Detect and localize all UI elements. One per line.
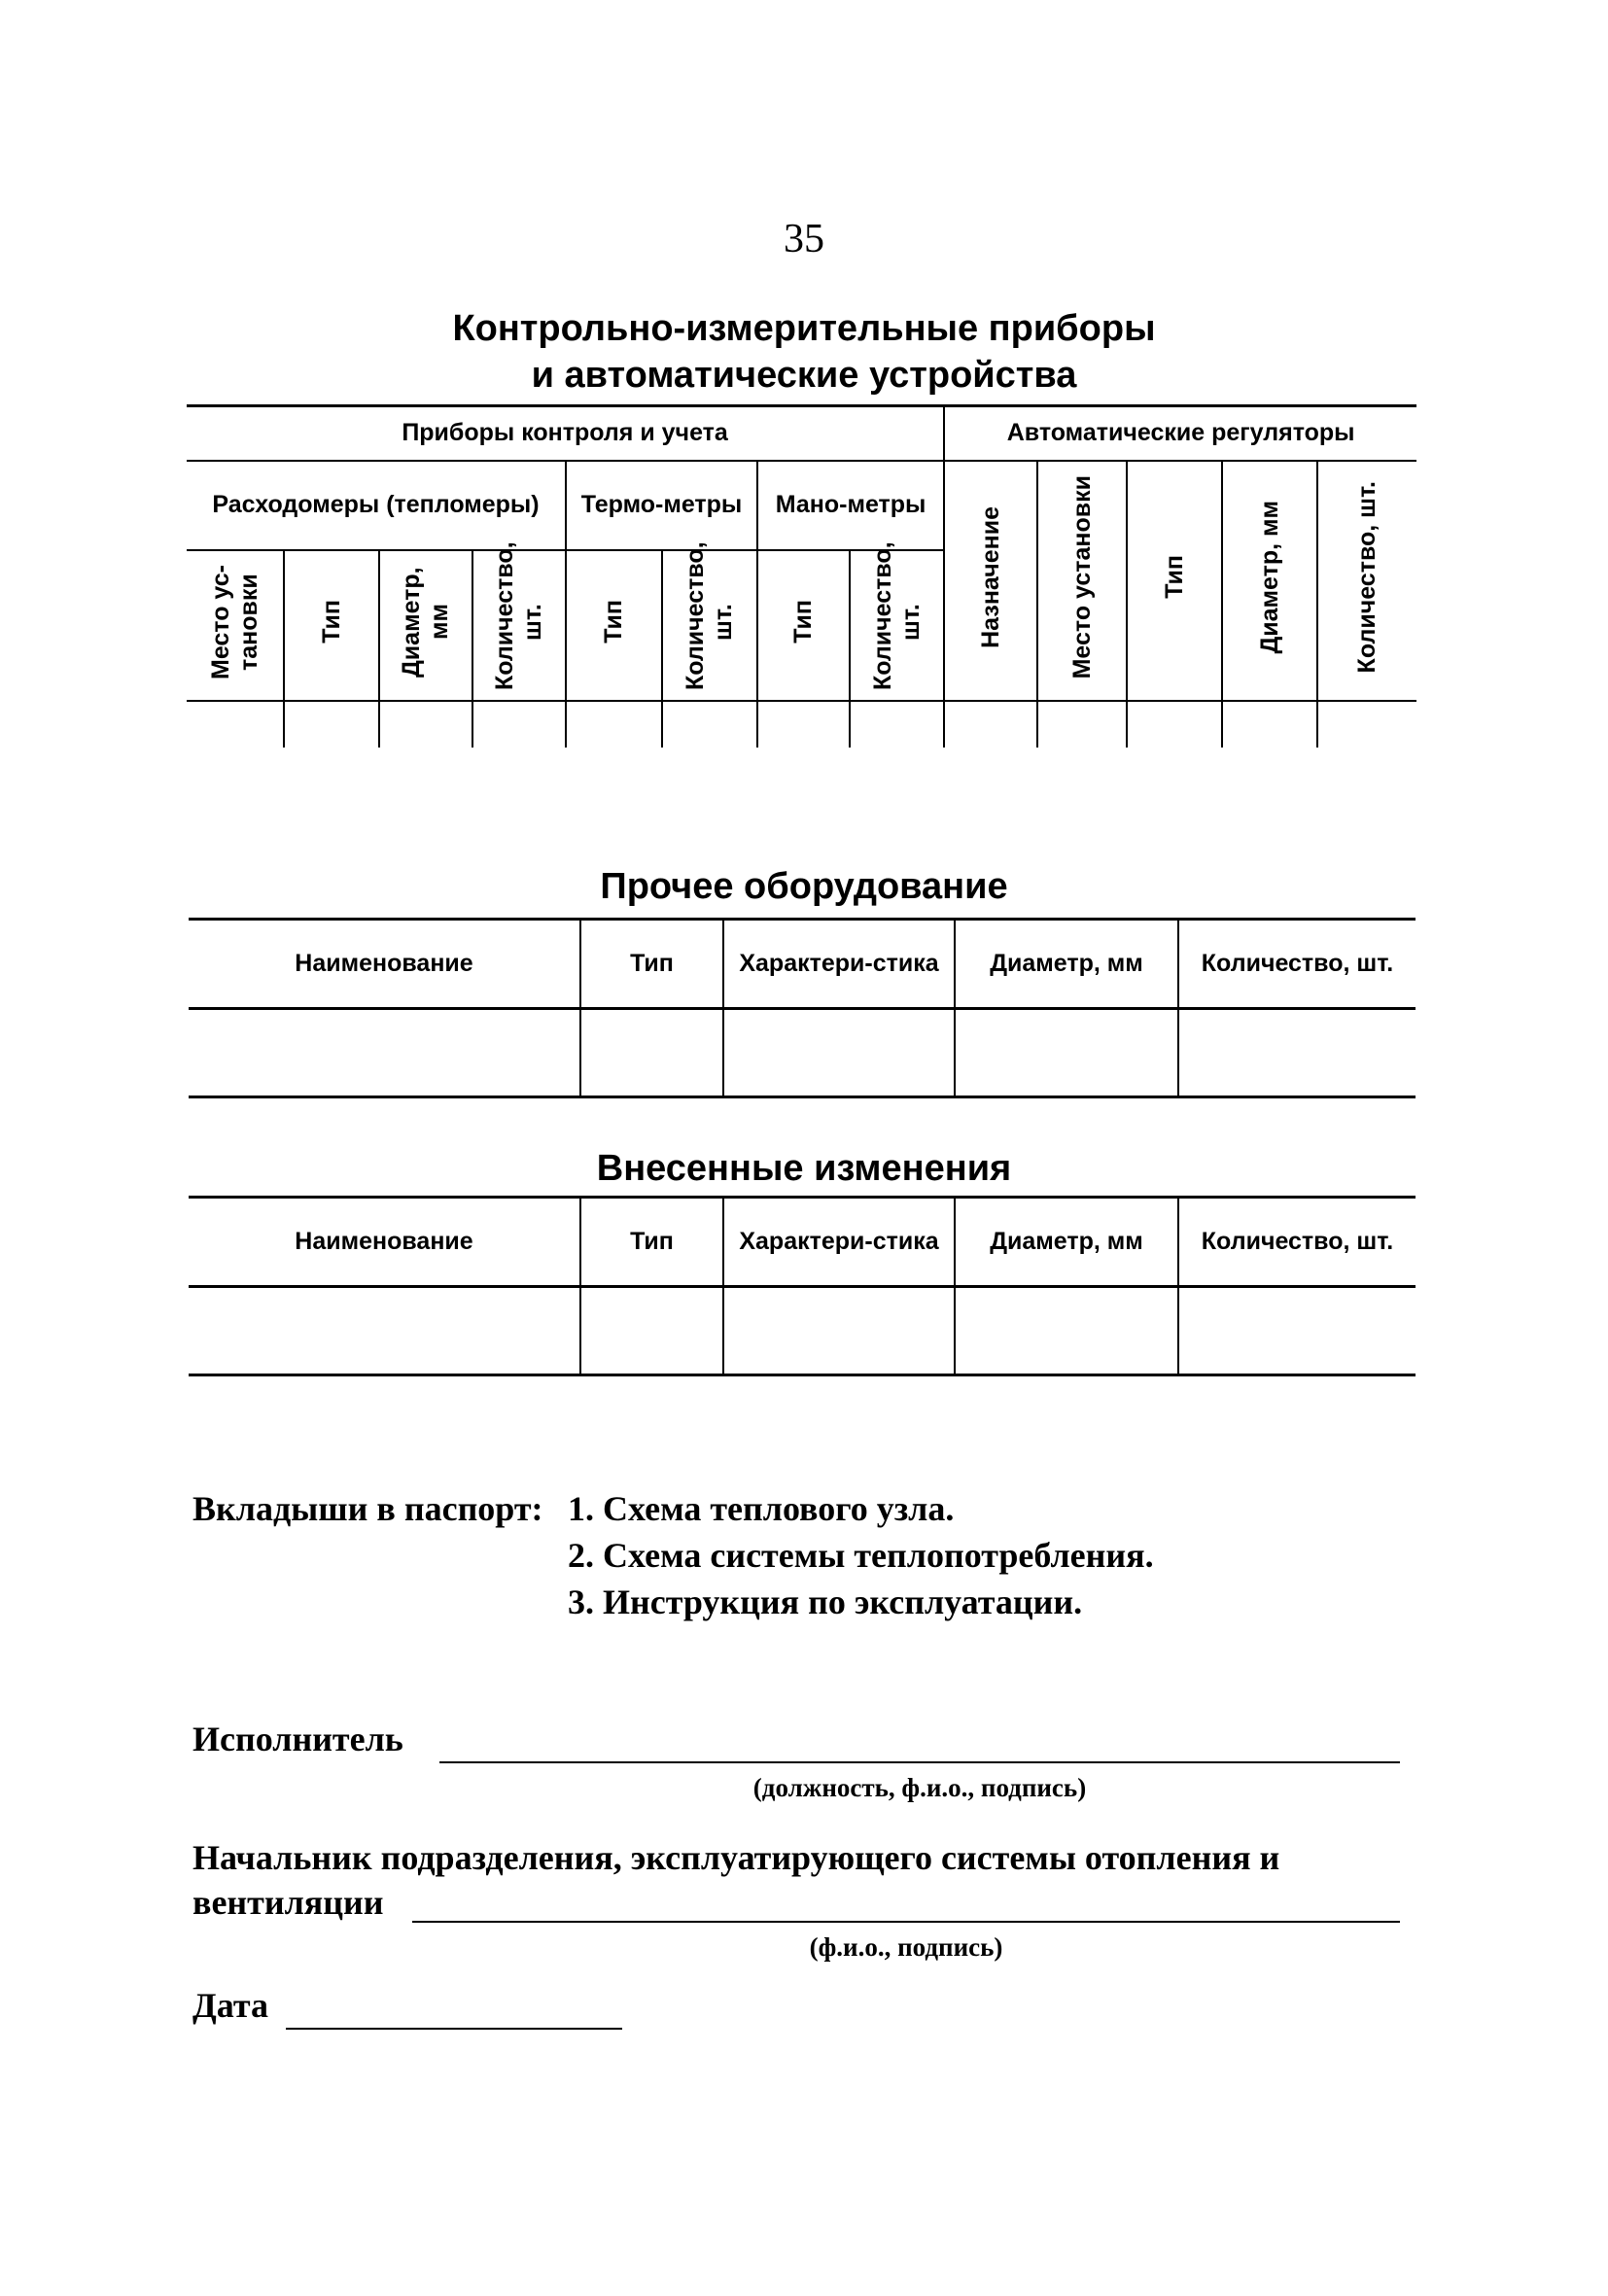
col-name: Наименование <box>189 1198 580 1287</box>
auto-col-diameter: Диаметр, мм <box>1222 461 1317 701</box>
instruments-table <box>187 404 1416 748</box>
table-cell <box>955 1287 1178 1375</box>
head-signature-line <box>412 1921 1400 1923</box>
manometers-header: Мано-метры <box>757 461 944 551</box>
table-cell <box>379 701 472 748</box>
table-cell <box>1178 1009 1416 1097</box>
executor-signature-line <box>439 1761 1400 1763</box>
col-name: Наименование <box>189 920 580 1009</box>
head-caption: (ф.и.о., подпись) <box>809 1932 1003 1962</box>
col-type: Тип <box>580 1198 723 1287</box>
insert-item: 2. Схема системы теплопотребления. <box>568 1536 1154 1575</box>
table-cell <box>1222 701 1317 748</box>
flow-col-quantity: Количество, шт. <box>472 550 566 700</box>
insert-item: 1. Схема теплового узла. <box>568 1489 955 1528</box>
table-cell <box>1178 1287 1416 1375</box>
inserts-label: Вкладыши в паспорт: <box>192 1489 543 1528</box>
col-diameter: Диаметр, мм <box>955 1198 1178 1287</box>
col-characteristic: Характери-стика <box>723 920 955 1009</box>
date-line <box>286 2028 622 2030</box>
table-cell <box>723 1287 955 1375</box>
table-cell <box>580 1009 723 1097</box>
group-auto-header: Автоматические регуляторы <box>944 406 1416 461</box>
table-cell <box>284 701 379 748</box>
date-label: Дата <box>192 1986 268 2025</box>
auto-col-quantity: Количество, шт. <box>1317 461 1416 701</box>
col-quantity: Количество, шт. <box>1178 1198 1416 1287</box>
col-characteristic: Характери-стика <box>723 1198 955 1287</box>
instruments-title: Контрольно-измерительные приборы <box>452 308 1156 349</box>
thermometers-header: Термо-метры <box>566 461 757 551</box>
table-cell <box>757 701 850 748</box>
table-cell <box>189 1287 580 1375</box>
other-equipment-table <box>189 918 1416 1098</box>
flow-col-location: Место ус-тановки <box>187 550 284 700</box>
page-number: 35 <box>784 217 824 261</box>
instruments-subtitle: и автоматические устройства <box>531 355 1077 396</box>
auto-col-type: Тип <box>1127 461 1222 701</box>
col-type: Тип <box>580 920 723 1009</box>
insert-item: 3. Инструкция по эксплуатации. <box>568 1583 1083 1621</box>
table-cell <box>1317 701 1416 748</box>
col-diameter: Диаметр, мм <box>955 920 1178 1009</box>
executor-label: Исполнитель <box>192 1720 403 1758</box>
table-cell <box>1037 701 1127 748</box>
table-cell <box>944 701 1037 748</box>
table-cell <box>580 1287 723 1375</box>
col-quantity: Количество, шт. <box>1178 920 1416 1009</box>
mano-col-type: Тип <box>757 550 850 700</box>
head-label-continued: вентиляции <box>192 1883 384 1922</box>
thermo-col-type: Тип <box>566 550 662 700</box>
table-cell <box>1127 701 1222 748</box>
table-cell <box>955 1009 1178 1097</box>
group-control-header: Приборы контроля и учета <box>187 406 944 461</box>
executor-caption: (должность, ф.и.о., подпись) <box>752 1773 1087 1802</box>
table-cell <box>723 1009 955 1097</box>
other-equipment-title: Прочее оборудование <box>600 866 1008 907</box>
table-cell <box>850 701 944 748</box>
table-cell <box>187 701 284 748</box>
flow-col-type: Тип <box>284 550 379 700</box>
auto-col-location: Место установки <box>1037 461 1127 701</box>
auto-col-purpose: Назначение <box>944 461 1037 701</box>
table-cell <box>472 701 566 748</box>
table-cell <box>189 1009 580 1097</box>
table-cell <box>566 701 662 748</box>
head-label: Начальник подразделения, эксплуатирующего системы отопления и <box>192 1838 1280 1877</box>
thermo-col-quantity: Количество, шт. <box>662 550 757 700</box>
changes-table <box>189 1196 1416 1376</box>
mano-col-quantity: Количество, шт. <box>850 550 944 700</box>
table-cell <box>662 701 757 748</box>
flow-col-diameter: Диаметр, мм <box>379 550 472 700</box>
changes-title: Внесенные изменения <box>596 1148 1012 1189</box>
flowmeters-header: Расходомеры (тепломеры) <box>187 461 566 551</box>
